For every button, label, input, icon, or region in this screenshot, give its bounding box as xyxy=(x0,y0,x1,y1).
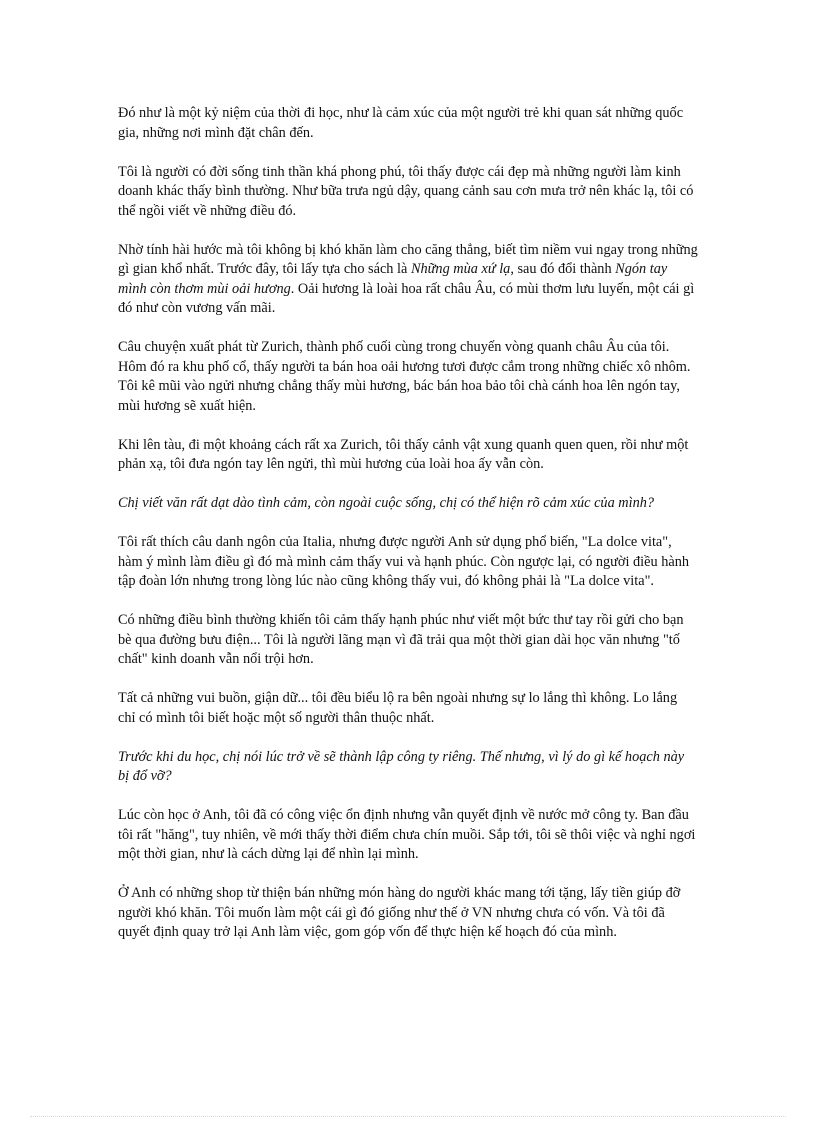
article-body xyxy=(118,104,698,962)
paragraph-11: Lúc còn học ở Anh, tôi đã có công việc ổn định nhưng vẫn quyết định về nước mở công ty. Ban đầu tôi rất "hăng", tuy nhiên, về mới thấy thời điểm chưa chín muồi. Sắp tới, tôi sẽ thôi việc và nghỉ ngơi một thời gian, như là cách dừng lại để nhìn lại mình. xyxy=(118,807,696,862)
paragraph-7: Tôi rất thích câu danh ngôn của Italia, nhưng được người Anh sử dụng phổ biến, "La dolce vita", hàm ý mình làm điều gì đó mà mình cảm thấy vui và hạnh phúc. Còn ngược lại, có người điều hành tập đoàn lớn nhưng trong lòng lúc nào cũng không thấy vui, đó không phải là "La dolce vita". xyxy=(118,534,690,589)
paragraph-3-text-b: , sau đó đổi thành xyxy=(510,261,616,277)
paragraph-5: Khi lên tàu, đi một khoảng cách rất xa Zurich, tôi thấy cảnh vật xung quanh quen quen, rồi như một phản xạ, tôi đưa ngón tay lên ngửi, thì mùi hương của loài hoa ấy vẫn còn. xyxy=(118,436,689,472)
page-bottom-divider xyxy=(30,1116,786,1117)
interview-question-1: Chị viết văn rất dạt dào tình cảm, còn ngoài cuộc sống, chị có thể hiện rõ cảm xúc của mình? xyxy=(118,495,655,511)
paragraph-3 xyxy=(118,241,698,319)
interview-question-2: Trước khi du học, chị nói lúc trở về sẽ thành lập công ty riêng. Thế nhưng, vì lý do gì kế hoạch này bị đổ vỡ? xyxy=(118,748,685,784)
paragraph-2: Tôi là người có đời sống tinh thần khá phong phú, tôi thấy được cái đẹp mà những người làm kinh doanh khác thấy bình thường. Như bữa trưa ngủ dậy, quang cảnh sau cơn mưa trở nên khác lạ, tôi có thể ngồi viết về những điều đó. xyxy=(118,163,694,219)
paragraph-12: Ở Anh có những shop từ thiện bán những món hàng do người khác mang tới tặng, lấy tiền giúp đỡ người khó khăn. Tôi muốn làm một cái gì đó giống như thế ở VN nhưng chưa có vốn. Và tôi đã quyết định quay trở lại Anh làm việc, gom góp vốn để thực hiện kế hoạch đó của mình. xyxy=(118,885,681,940)
book-title-renamed: Ngón tay mình còn thơm mùi oải hương xyxy=(118,261,668,297)
paragraph-9: Tất cả những vui buồn, giận dữ... tôi đều biểu lộ ra bên ngoài nhưng sự lo lắng thì không. Lo lắng chỉ có mình tôi biết hoặc một số người thân thuộc nhất. xyxy=(118,690,678,726)
paragraph-4: Câu chuyện xuất phát từ Zurich, thành phố cuối cùng trong chuyến vòng quanh châu Âu của tôi. Hôm đó ra khu phố cổ, thấy người ta bán hoa oải hương tươi được cắm trong những chiếc xô nhôm. Tôi kê mũi vào ngửi nhưng chẳng thấy mùi hương, bác bán hoa bảo tôi chà cánh hoa lên ngón tay, mùi hương sẽ xuất hiện. xyxy=(118,339,691,414)
paragraph-3-text-a: Nhờ tính hài hước mà tôi không bị khó khăn làm cho căng thẳng, biết tìm niềm vui ngay trong những gì gian khổ nhất. Trước đây, tôi lấy tựa cho sách là xyxy=(118,241,698,277)
paragraph-1: Đó như là một kỷ niệm của thời đi học, như là cảm xúc của một người trẻ khi quan sát những quốc gia, những nơi mình đặt chân đến. xyxy=(118,105,684,141)
book-title-original: Những mùa xứ lạ xyxy=(410,261,511,277)
paragraph-8: Có những điều bình thường khiến tôi cảm thấy hạnh phúc như viết một bức thư tay rồi gửi cho bạn bè qua đường bưu điện... Tôi là người lãng mạn vì đã trải qua một thời gian dài học văn nhưng "tố chất" kinh doanh vẫn nổi trội hơn. xyxy=(118,612,684,667)
paragraph-3-text-c: . Oải hương là loài hoa rất châu Âu, có mùi thơm lưu luyến, một cái gì đó như còn vương vấn mãi. xyxy=(118,280,695,316)
